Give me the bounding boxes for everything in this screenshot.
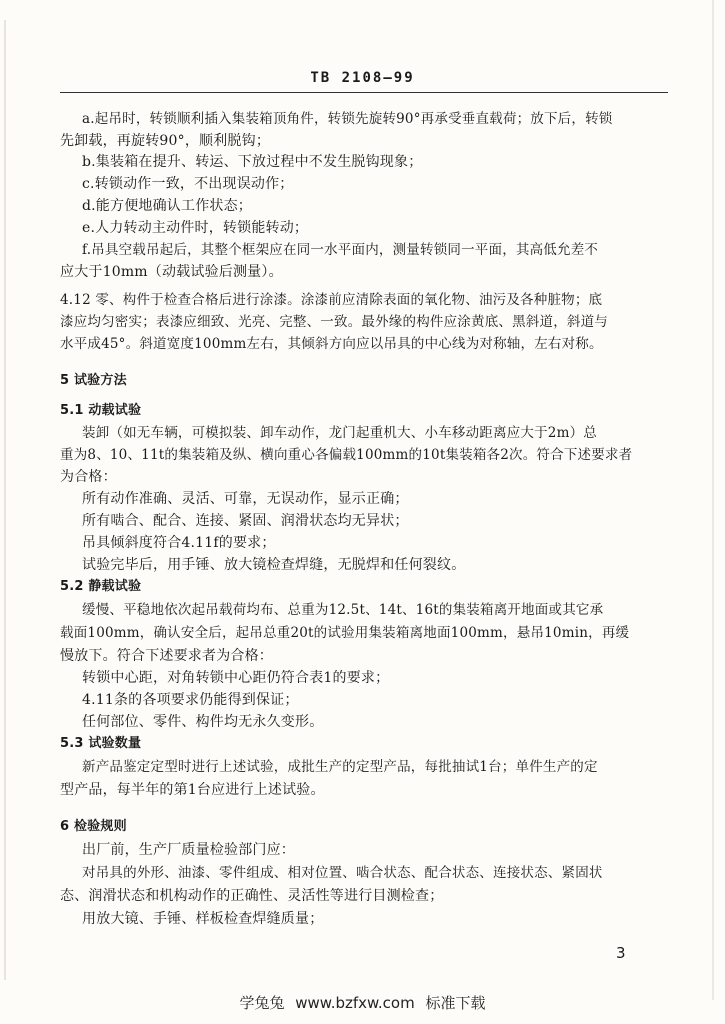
text-line: 载面100mm，确认安全后，起吊总重20t的试验用集装箱离地面100mm，悬吊10min，再缓: [60, 625, 630, 641]
text-line: 装卸（如无车辆，可模拟装、卸车动作，龙门起重机大、小车移动距离应大于2m）总: [82, 425, 597, 441]
text-line: f.吊具空载吊起后，其整个框架应在同一水平面内，测量转锁同一平面，其高低允差不: [82, 242, 599, 258]
text-line: 型产品，每半年的第1台应进行上述试验。: [60, 782, 325, 798]
subsection-heading-5-2: 5.2 静载试验: [60, 579, 142, 594]
text-line: e.人力转动主动件时，转锁能转动；: [82, 220, 309, 236]
text-line: 出厂前，生产厂质量检验部门应：: [82, 842, 295, 858]
text-line: 应大于10mm（动载试验后测量）。: [60, 264, 283, 280]
text-line: 所有动作准确、灵活、可靠，无误动作，显示正确；: [82, 491, 409, 507]
text-line: 漆应均匀密实；表漆应细致、光亮、完整、一致。最外缘的构件应涂黄底、黑斜道，斜道与: [60, 314, 608, 330]
text-line: 试验完毕后，用手锤、放大镜检查焊缝，无脱焊和任何裂纹。: [82, 557, 466, 573]
text-line: 对吊具的外形、油漆、零件组成、相对位置、啮合状态、配合状态、连接状态、紧固状: [82, 865, 603, 881]
text-line: a.起吊时，转锁顺利插入集装箱顶角件，转锁先旋转90°再承受垂直载荷；放下后，转锁: [82, 111, 613, 127]
subsection-heading-5-3: 5.3 试验数量: [60, 736, 142, 751]
text-line: 水平成45°。斜道宽度100mm左右，其倾斜方向应以吊具的中心线为对称轴，左右对称。: [60, 336, 603, 352]
text-line: 为合格：: [60, 469, 117, 485]
text-line: 吊具倾斜度符合4.11f的要求；: [82, 535, 276, 551]
text-line: 态、润滑状态和机构动作的正确性、灵活性等进行目测检查；: [60, 888, 444, 904]
text-line: 缓慢、平稳地依次起吊载荷均布、总重为12.5t、14t、16t的集装箱离开地面或其它承: [82, 602, 604, 618]
text-line: c.转锁动作一致，不出现误动作；: [82, 176, 294, 192]
section-heading-6: 6 检验规则: [60, 819, 127, 834]
text-line: 任何部位、零件、构件均无永久变形。: [82, 714, 324, 730]
page-number: 3: [616, 944, 626, 962]
section-heading-5: 5 试验方法: [60, 373, 127, 388]
text-line: d.能方便地确认工作状态；: [82, 198, 253, 214]
scan-edge-left: [4, 20, 6, 980]
text-line: 4.11条的各项要求仍能得到保证；: [82, 692, 299, 708]
text-line: 用放大镜、手锤、样板检查焊缝质量；: [82, 911, 324, 927]
text-line: 重为8、10、11t的集装箱及纵、横向重心各偏载100mm的10t集装箱各2次。符合下述要求者: [60, 447, 633, 463]
subsection-heading-5-1: 5.1 动载试验: [60, 403, 142, 418]
text-line: 新产品鉴定定型时进行上述试验，成批生产的定型产品，每批抽试1台；单件生产的定: [82, 759, 598, 775]
text-line: 所有啮合、配合、连接、紧固、润滑状态均无异状；: [82, 513, 409, 529]
text-line: b.集装箱在提升、转运、下放过程中不发生脱钩现象；: [82, 154, 423, 170]
text-line: 转锁中心距，对角转锁中心距仍符合表1的要求；: [82, 670, 390, 686]
text-line: 慢放下。符合下述要求者为合格：: [60, 648, 273, 664]
page-header: TB 2108—99: [310, 70, 415, 86]
text-line: 先卸载，再旋转90°，顺利脱钩；: [60, 133, 271, 149]
header-rule: [60, 92, 668, 93]
scan-edge-right: [712, 0, 714, 1000]
clause-4-12: 4.12 零、构件于检查合格后进行涂漆。涂漆前应清除表面的氧化物、油污及各种脏物；底: [60, 292, 603, 308]
watermark-footer: 学兔兔 www.bzfxw.com 标准下载: [239, 994, 486, 1012]
